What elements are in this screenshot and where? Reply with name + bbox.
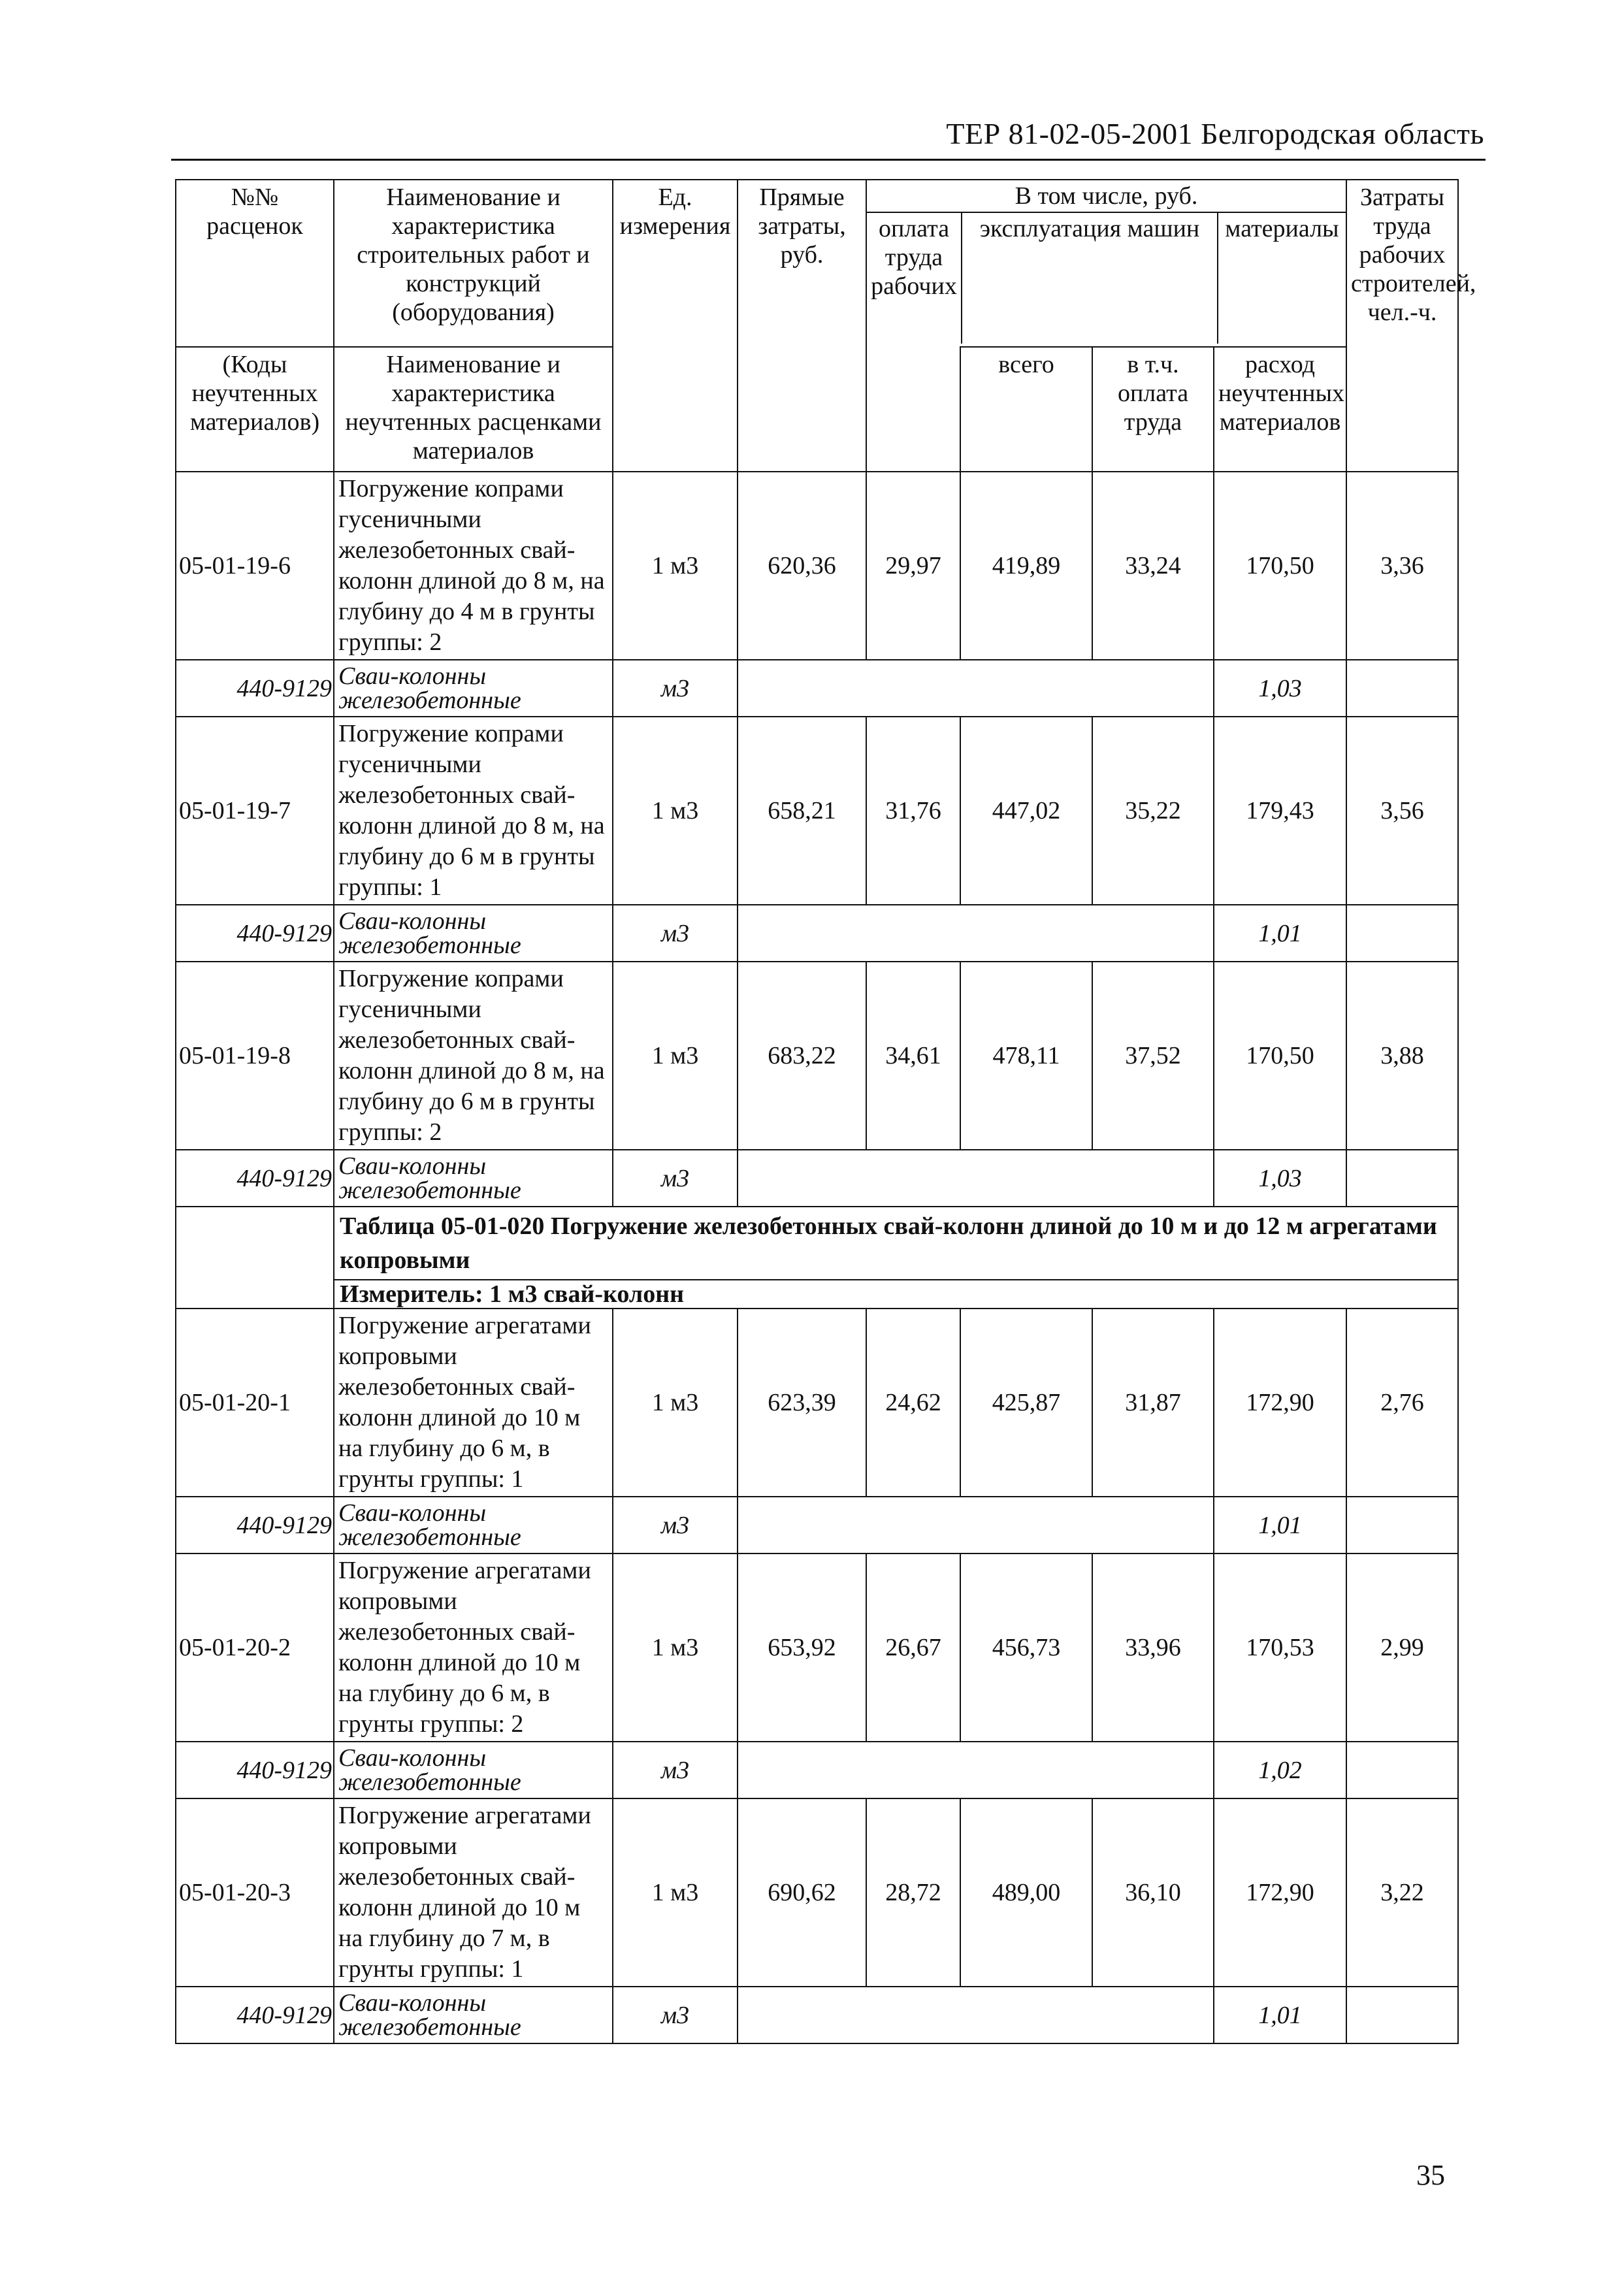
header-labor-pay: оплата труда рабочих [867, 213, 962, 344]
rate-unit: 1 м3 [613, 1798, 738, 1987]
rate-machines-pay: 35,22 [1092, 717, 1214, 905]
header-machines-pay: в т.ч. оплата труда [1092, 347, 1214, 472]
rate-labor-pay: 26,67 [866, 1553, 960, 1742]
header-name: Наименование и характеристика строительных работ и конструкций (оборудования) [334, 180, 613, 347]
rate-code: 05-01-19-7 [176, 717, 334, 905]
rate-machines-pay: 31,87 [1092, 1309, 1214, 1497]
material-blank-end [1346, 1497, 1458, 1553]
material-row [176, 660, 1458, 717]
material-blank [738, 905, 1214, 962]
material-quantity: 1,01 [1214, 905, 1346, 962]
material-blank [738, 1742, 1214, 1798]
material-quantity: 1,03 [1214, 660, 1346, 717]
rate-row [176, 1553, 1458, 1742]
material-name: Сваи-колонны железобетонные [334, 1497, 613, 1553]
material-blank-end [1346, 905, 1458, 962]
rate-machines-pay: 36,10 [1092, 1798, 1214, 1987]
material-code: 440-9129 [176, 1497, 334, 1553]
header-labor-pay-blank [866, 347, 960, 472]
header-labor: Затраты труда рабочих строителей, чел.-ч. [1346, 180, 1458, 472]
header-materials-usage: расход неучтенных материалов [1214, 347, 1346, 472]
rate-code: 05-01-20-3 [176, 1798, 334, 1987]
rate-name: Погружение копрами гусеничными железобетонных свай-колонн длиной до 8 м, на глубину до 6 м в грунты группы: 1 [334, 717, 613, 905]
material-name: Сваи-колонны железобетонные [334, 660, 613, 717]
rate-name: Погружение агрегатами копровыми железобетонных свай-колонн длиной до 10 м на глубину до 7 м, в грунты группы: 1 [334, 1798, 613, 1987]
material-unit: м3 [613, 905, 738, 962]
header-mat-code: (Коды неучтенных материалов) [176, 347, 334, 472]
header-mat-name: Наименование и характеристика неучтенных расценками материалов [334, 347, 613, 472]
material-blank-end [1346, 660, 1458, 717]
rate-direct-cost: 653,92 [738, 1553, 866, 1742]
rate-direct-cost: 690,62 [738, 1798, 866, 1987]
material-row [176, 1497, 1458, 1553]
rate-labor-pay: 29,97 [866, 472, 960, 660]
header-machines: эксплуатация машин [962, 213, 1218, 344]
section-meter: Измеритель: 1 м3 свай-колонн [334, 1280, 1458, 1309]
header-incl: В том числе, руб. [867, 180, 1346, 213]
material-code: 440-9129 [176, 1742, 334, 1798]
material-name: Сваи-колонны железобетонные [334, 1987, 613, 2043]
rate-materials: 170,50 [1214, 472, 1346, 660]
rate-labor-pay: 31,76 [866, 717, 960, 905]
rate-code: 05-01-20-1 [176, 1309, 334, 1497]
rate-machines-total: 456,73 [960, 1553, 1092, 1742]
rate-machines-total: 489,00 [960, 1798, 1092, 1987]
rate-unit: 1 м3 [613, 717, 738, 905]
rate-unit: 1 м3 [613, 1309, 738, 1497]
rate-machines-total: 419,89 [960, 472, 1092, 660]
rate-name: Погружение агрегатами копровыми железобетонных свай-колонн длиной до 10 м на глубину до 6 м, в грунты группы: 2 [334, 1553, 613, 1742]
rate-row [176, 1309, 1458, 1497]
rate-machines-pay: 33,96 [1092, 1553, 1214, 1742]
document-header: ТЕР 81-02-05-2001 Белгородская область [946, 117, 1484, 150]
material-row [176, 1150, 1458, 1207]
rate-labor-pay: 24,62 [866, 1309, 960, 1497]
rate-direct-cost: 620,36 [738, 472, 866, 660]
rate-row [176, 472, 1458, 660]
material-unit: м3 [613, 1987, 738, 2043]
rate-unit: 1 м3 [613, 962, 738, 1150]
material-blank [738, 660, 1214, 717]
material-blank [738, 1150, 1214, 1207]
header-materials: материалы [1225, 215, 1339, 242]
rate-unit: 1 м3 [613, 1553, 738, 1742]
rate-materials: 170,50 [1214, 962, 1346, 1150]
rate-direct-cost: 658,21 [738, 717, 866, 905]
rate-labor-pay: 28,72 [866, 1798, 960, 1987]
material-name: Сваи-колонны железобетонные [334, 905, 613, 962]
rate-code: 05-01-19-6 [176, 472, 334, 660]
section-meter-row [176, 1280, 1458, 1309]
rate-labor-hours: 3,88 [1346, 962, 1458, 1150]
material-blank [738, 1987, 1214, 2043]
material-blank-end [1346, 1987, 1458, 2043]
rate-name: Погружение копрами гусеничными железобетонных свай-колонн длиной до 8 м, на глубину до 6 м в грунты группы: 2 [334, 962, 613, 1150]
material-code: 440-9129 [176, 1150, 334, 1207]
page-number: 35 [1416, 2159, 1445, 2191]
rate-materials: 170,53 [1214, 1553, 1346, 1742]
material-quantity: 1,01 [1214, 1987, 1346, 2043]
material-code: 440-9129 [176, 905, 334, 962]
rate-direct-cost: 683,22 [738, 962, 866, 1150]
material-blank-end [1346, 1742, 1458, 1798]
material-unit: м3 [613, 1150, 738, 1207]
rate-labor-hours: 2,99 [1346, 1553, 1458, 1742]
header-incl-group [866, 180, 1346, 347]
header-machines-total: всего [960, 347, 1092, 472]
rate-direct-cost: 623,39 [738, 1309, 866, 1497]
rate-labor-hours: 3,56 [1346, 717, 1458, 905]
section-title-row [176, 1207, 1458, 1280]
material-blank-end [1346, 1150, 1458, 1207]
material-quantity: 1,02 [1214, 1742, 1346, 1798]
rate-row [176, 962, 1458, 1150]
material-code: 440-9129 [176, 660, 334, 717]
rate-row [176, 1798, 1458, 1987]
material-row [176, 1987, 1458, 2043]
rate-name: Погружение копрами гусеничными железобетонных свай-колонн длиной до 8 м, на глубину до 4 м в грунты группы: 2 [334, 472, 613, 660]
rate-materials: 172,90 [1214, 1798, 1346, 1987]
material-blank [738, 1497, 1214, 1553]
material-unit: м3 [613, 1742, 738, 1798]
material-unit: м3 [613, 1497, 738, 1553]
material-name: Сваи-колонны железобетонные [334, 1150, 613, 1207]
header-direct: Прямые затраты, руб. [738, 180, 866, 472]
rate-machines-total: 425,87 [960, 1309, 1092, 1497]
material-quantity: 1,03 [1214, 1150, 1346, 1207]
rate-machines-pay: 33,24 [1092, 472, 1214, 660]
material-row [176, 1742, 1458, 1798]
section-code-blank [176, 1207, 334, 1309]
material-quantity: 1,01 [1214, 1497, 1346, 1553]
rate-unit: 1 м3 [613, 472, 738, 660]
material-unit: м3 [613, 660, 738, 717]
header-code: №№ расценок [176, 180, 334, 347]
rate-code: 05-01-20-2 [176, 1553, 334, 1742]
rate-code: 05-01-19-8 [176, 962, 334, 1150]
header-unit: Ед. измерения [613, 180, 738, 472]
rate-materials: 179,43 [1214, 717, 1346, 905]
rate-labor-hours: 3,36 [1346, 472, 1458, 660]
rate-row [176, 717, 1458, 905]
rate-name: Погружение агрегатами копровыми железобетонных свай-колонн длиной до 10 м на глубину до 6 м, в грунты группы: 1 [334, 1309, 613, 1497]
rate-materials: 172,90 [1214, 1309, 1346, 1497]
rate-machines-total: 447,02 [960, 717, 1092, 905]
rate-machines-total: 478,11 [960, 962, 1092, 1150]
material-name: Сваи-колонны железобетонные [334, 1742, 613, 1798]
rate-labor-hours: 2,76 [1346, 1309, 1458, 1497]
rate-machines-pay: 37,52 [1092, 962, 1214, 1150]
rate-labor-pay: 34,61 [866, 962, 960, 1150]
header-rule [171, 159, 1486, 161]
material-code: 440-9129 [176, 1987, 334, 2043]
rate-labor-hours: 3,22 [1346, 1798, 1458, 1987]
header-row-1 [176, 180, 1458, 347]
rates-table [175, 179, 1476, 2044]
material-row [176, 905, 1458, 962]
section-title: Таблица 05-01-020 Погружение железобетонных свай-колонн длиной до 10 м и до 12 м агрегатами копровыми [334, 1207, 1458, 1280]
